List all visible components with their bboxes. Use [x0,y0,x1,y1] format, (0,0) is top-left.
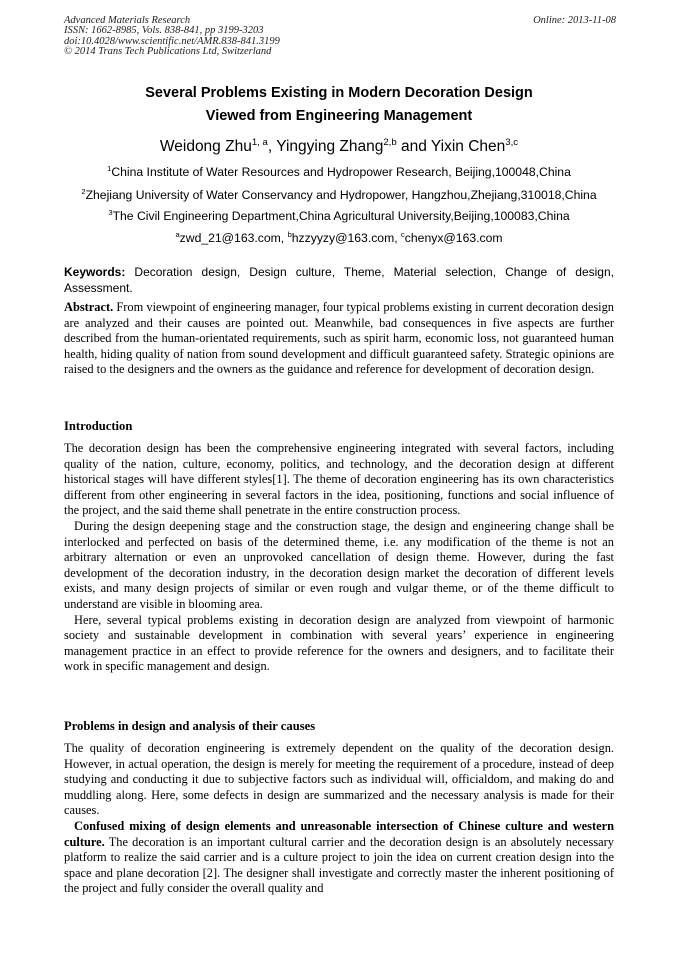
author-2: Yingying Zhang [276,138,384,155]
author-separator: , [267,138,277,155]
paragraph: Here, several typical problems existing in decoration design are analyzed from viewpoint of harmonic society and sustainable development in combination with several years’ experience in engineering management practice in an effect to provide reference for the owners and designers, and to facilitate their work in specific management and design. [64,612,614,674]
issn-line: ISSN: 1662-8985, Vols. 838-841, pp 3199-3203 [64,25,264,37]
affiliation-text: The Civil Engineering Department,China Agricultural University,Beijing,100083,China [112,209,570,223]
affiliation-2 [64,187,614,203]
subsection-lead: Confused mixing of design elements and unreasonable intersection of Chinese culture and western culture. [64,818,614,849]
author-emails [64,230,614,246]
journal-header [64,16,616,58]
email-c: chenyx@163.com [404,231,503,245]
title-line-2: Viewed from Engineering Management [205,108,473,124]
paper-title [64,82,614,128]
journal-name: Advanced Materials Research [64,15,191,26]
introduction-body [64,441,614,675]
keywords-block [64,265,614,296]
doi-line: doi:10.4028/www.scientific.net/AMR.838-841.3199 [64,35,280,47]
email-sup: a [175,229,180,239]
section-heading-introduction: Introduction [64,419,133,433]
affiliation-sup: 1 [107,163,112,173]
paragraph-text: The decoration is an important cultural carrier and the decoration design is an absolutely necessary platform to realize the said carrier and is a culture project to join the idea on current creation design into the space and plane decoration [2]. The designer shall investigate and correctly master the inherent positioning of the project and fully consider the overall quality and [64,834,614,896]
title-line-1: Several Problems Existing in Modern Decoration Design [145,85,533,101]
email-b: hzzyyzy@163.com, [291,231,402,245]
affiliation-text: China Institute of Water Resources and Hydropower Research, Beijing,100048,China [111,165,571,179]
author-1: Weidong Zhu [159,138,252,155]
paragraph: The decoration design has been the comprehensive engineering integrated with several factors, including quality of the nation, culture, economy, politics, and technology, and the decoration design at different historical stages will have different styles[1]. The theme of decoration engineering has its own characteristics different from other engineering in several factors in the idea, positioning, functions and social influence of the project, and the said theme shall penetrate in the entire construction process. [64,441,614,518]
email-sup: b [287,229,292,239]
problems-body [64,741,614,897]
paragraph: During the design deepening stage and the construction stage, the design and engineering change shall be interlocked and perfected on basis of the determined theme, i.e. any modification of the theme is not an arbitrary alternation or even an unprovoked cancellation of design theme. However, during the fast development of the decoration industry, in the decoration design market the decoration of different levels exists, and many design projects of similar or even rough and vulgar theme, or of the theme difficult to understand are visible in blooming area. [64,518,614,611]
author-list [64,137,614,157]
abstract-label: Abstract. [64,300,114,314]
paragraph [64,819,614,897]
abstract-text: From viewpoint of engineering manager, four typical problems existing in current decoration design are analyzed and their causes are pointed out. Meanwhile, bad consequences in five aspects are further described from the human-orientated requirements, such as spirit harm, economic loss, not guaranteed human health, hiding quality of nation from sound development and difficult guaranteed safety. Strategic opinions are raised to the designers and the owners as the guidance and reference for development of decoration design. [64,300,614,377]
section-heading-problems: Problems in design and analysis of their causes [64,719,316,733]
keywords-text: Decoration design, Design culture, Theme, Material selection, Change of design, Assessment. [64,265,614,295]
online-date: Online: 2013-11-08 [533,15,616,26]
author-3-sup: 3,c [505,136,519,148]
affiliation-sup: 3 [108,207,113,217]
email-sup: c [401,229,405,239]
affiliation-1 [64,164,614,180]
author-1-sup: 1, a [251,136,268,148]
abstract-block [64,300,614,378]
author-3: Yixin Chen [430,138,506,155]
email-a: zwd_21@163.com, [179,231,288,245]
affiliation-text: Zhejiang University of Water Conservancy and Hydropower, Hangzhou,Zhejiang,310018,China [85,188,597,202]
paragraph: The quality of decoration engineering is extremely dependent on the quality of the decoration design. However, in actual operation, the design is merely for meeting the requirement of a procedure, instead of deep studying and conducting it due to subjective factors such as individual will, officialdom, and making do and muddling along. Here, some defects in design are summarized and the necessary analysis is made for their causes. [64,741,614,818]
keywords-label: Keywords: [64,265,126,279]
copyright-line: © 2014 Trans Tech Publications Ltd, Switzerland [64,46,272,58]
author-separator: and [396,138,431,155]
affiliation-3 [64,208,614,224]
author-2-sup: 2,b [383,136,397,148]
affiliation-sup: 2 [81,186,86,196]
